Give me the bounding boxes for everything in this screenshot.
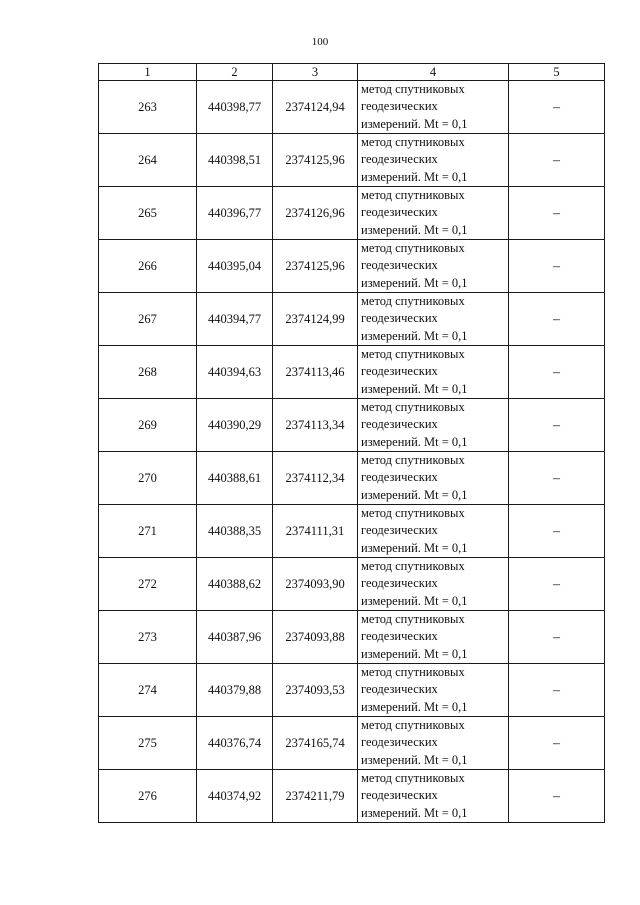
method-line: измерений. Mt = 0,1 <box>361 169 468 184</box>
method-line: измерений. Mt = 0,1 <box>361 593 468 608</box>
coordinate-x: 440387,96 <box>197 611 273 664</box>
method-line: метод спутниковых <box>361 347 465 362</box>
method-line: измерений. Mt = 0,1 <box>361 222 468 237</box>
method-line: измерений. Mt = 0,1 <box>361 752 468 767</box>
method-line: измерений. Mt = 0,1 <box>361 116 468 131</box>
table-row <box>99 664 605 717</box>
table-body <box>99 81 605 823</box>
method-line: геодезических <box>361 629 438 644</box>
coordinate-x: 440395,04 <box>197 240 273 293</box>
method-cell <box>358 187 509 240</box>
coordinate-x: 440388,62 <box>197 558 273 611</box>
method-line: геодезических <box>361 99 438 114</box>
coordinate-x: 440394,77 <box>197 293 273 346</box>
point-number: 263 <box>99 81 197 134</box>
point-number: 266 <box>99 240 197 293</box>
point-number: 271 <box>99 505 197 558</box>
column-header-2: 2 <box>197 64 273 81</box>
method-cell <box>358 346 509 399</box>
point-number: 268 <box>99 346 197 399</box>
coordinate-y: 2374125,96 <box>273 240 358 293</box>
method-line: геодезических <box>361 788 438 803</box>
method-line: измерений. Mt = 0,1 <box>361 434 468 449</box>
point-number: 270 <box>99 452 197 505</box>
coordinate-x: 440396,77 <box>197 187 273 240</box>
method-line: геодезических <box>361 523 438 538</box>
coordinate-x: 440376,74 <box>197 717 273 770</box>
point-number: 276 <box>99 770 197 823</box>
coordinate-x: 440390,29 <box>197 399 273 452</box>
point-number: 265 <box>99 187 197 240</box>
method-line: геодезических <box>361 364 438 379</box>
table-row <box>99 293 605 346</box>
point-number: 272 <box>99 558 197 611</box>
coordinate-x: 440379,88 <box>197 664 273 717</box>
coordinate-y: 2374113,34 <box>273 399 358 452</box>
point-number: 267 <box>99 293 197 346</box>
coordinates-table-container <box>98 63 604 823</box>
method-line: измерений. Mt = 0,1 <box>361 805 468 820</box>
remark: – <box>509 293 605 346</box>
method-line: метод спутниковых <box>361 135 465 150</box>
coordinate-y: 2374093,53 <box>273 664 358 717</box>
method-cell <box>358 240 509 293</box>
coordinate-y: 2374111,31 <box>273 505 358 558</box>
method-line: метод спутниковых <box>361 241 465 256</box>
remark: – <box>509 187 605 240</box>
table-row <box>99 81 605 134</box>
method-line: геодезических <box>361 470 438 485</box>
coordinate-y: 2374113,46 <box>273 346 358 399</box>
coordinate-y: 2374211,79 <box>273 770 358 823</box>
column-header-3: 3 <box>273 64 358 81</box>
table-row <box>99 134 605 187</box>
method-cell <box>358 399 509 452</box>
point-number: 274 <box>99 664 197 717</box>
coordinate-y: 2374124,94 <box>273 81 358 134</box>
coordinate-y: 2374112,34 <box>273 452 358 505</box>
table-header-row <box>99 64 605 81</box>
table-row <box>99 240 605 293</box>
method-line: геодезических <box>361 152 438 167</box>
method-line: геодезических <box>361 205 438 220</box>
method-line: метод спутниковых <box>361 771 465 786</box>
method-cell <box>358 664 509 717</box>
method-line: измерений. Mt = 0,1 <box>361 487 468 502</box>
method-line: геодезических <box>361 682 438 697</box>
method-line: измерений. Mt = 0,1 <box>361 275 468 290</box>
method-line: измерений. Mt = 0,1 <box>361 381 468 396</box>
remark: – <box>509 346 605 399</box>
remark: – <box>509 664 605 717</box>
table-row <box>99 611 605 664</box>
point-number: 273 <box>99 611 197 664</box>
coordinate-x: 440394,63 <box>197 346 273 399</box>
method-line: измерений. Mt = 0,1 <box>361 328 468 343</box>
coordinate-y: 2374093,88 <box>273 611 358 664</box>
remark: – <box>509 505 605 558</box>
coordinate-y: 2374126,96 <box>273 187 358 240</box>
table-row <box>99 505 605 558</box>
table-row <box>99 717 605 770</box>
method-cell <box>358 611 509 664</box>
method-line: метод спутниковых <box>361 453 465 468</box>
table-row <box>99 452 605 505</box>
coordinate-y: 2374165,74 <box>273 717 358 770</box>
coordinate-x: 440374,92 <box>197 770 273 823</box>
coordinate-y: 2374124,99 <box>273 293 358 346</box>
method-line: измерений. Mt = 0,1 <box>361 540 468 555</box>
remark: – <box>509 717 605 770</box>
column-header-4: 4 <box>358 64 509 81</box>
remark: – <box>509 611 605 664</box>
method-cell <box>358 452 509 505</box>
table-row <box>99 187 605 240</box>
point-number: 275 <box>99 717 197 770</box>
column-header-1: 1 <box>99 64 197 81</box>
method-line: измерений. Mt = 0,1 <box>361 699 468 714</box>
column-header-5: 5 <box>509 64 605 81</box>
point-number: 269 <box>99 399 197 452</box>
coordinate-x: 440398,77 <box>197 81 273 134</box>
method-line: геодезических <box>361 417 438 432</box>
coordinates-table <box>98 63 605 823</box>
method-cell <box>358 293 509 346</box>
table-row <box>99 558 605 611</box>
method-line: метод спутниковых <box>361 718 465 733</box>
remark: – <box>509 399 605 452</box>
method-line: метод спутниковых <box>361 400 465 415</box>
table-row <box>99 399 605 452</box>
method-line: метод спутниковых <box>361 188 465 203</box>
method-line: геодезических <box>361 735 438 750</box>
table-row <box>99 346 605 399</box>
method-line: геодезических <box>361 258 438 273</box>
coordinate-y: 2374093,90 <box>273 558 358 611</box>
remark: – <box>509 134 605 187</box>
remark: – <box>509 770 605 823</box>
remark: – <box>509 558 605 611</box>
remark: – <box>509 81 605 134</box>
coordinate-x: 440398,51 <box>197 134 273 187</box>
table-row <box>99 770 605 823</box>
method-line: метод спутниковых <box>361 506 465 521</box>
method-line: геодезических <box>361 576 438 591</box>
coordinate-x: 440388,35 <box>197 505 273 558</box>
method-line: метод спутниковых <box>361 559 465 574</box>
coordinate-x: 440388,61 <box>197 452 273 505</box>
method-cell <box>358 717 509 770</box>
method-line: метод спутниковых <box>361 665 465 680</box>
method-line: метод спутниковых <box>361 612 465 627</box>
method-cell <box>358 505 509 558</box>
remark: – <box>509 240 605 293</box>
method-line: измерений. Mt = 0,1 <box>361 646 468 661</box>
remark: – <box>509 452 605 505</box>
method-cell <box>358 558 509 611</box>
method-cell <box>358 770 509 823</box>
point-number: 264 <box>99 134 197 187</box>
method-line: метод спутниковых <box>361 294 465 309</box>
method-cell <box>358 81 509 134</box>
method-cell <box>358 134 509 187</box>
method-line: геодезических <box>361 311 438 326</box>
page-number: 100 <box>311 36 329 48</box>
method-line: метод спутниковых <box>361 82 465 97</box>
coordinate-y: 2374125,96 <box>273 134 358 187</box>
